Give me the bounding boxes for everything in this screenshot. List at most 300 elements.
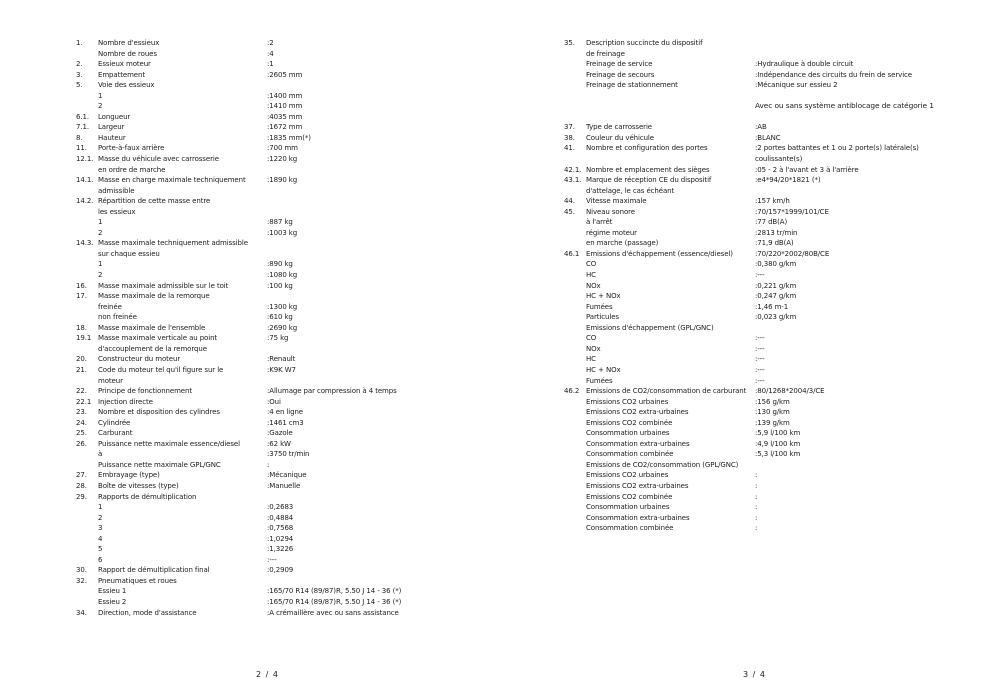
spec-value: :1,0294 bbox=[267, 534, 294, 543]
spec-row bbox=[76, 270, 486, 281]
spec-row bbox=[76, 608, 486, 619]
spec-label: Hauteur bbox=[98, 133, 126, 142]
spec-label: Particules bbox=[586, 313, 619, 322]
spec-label: Consommation extra-urbaines bbox=[586, 439, 690, 448]
spec-number: 30. bbox=[76, 566, 87, 575]
spec-value: :4 en ligne bbox=[267, 408, 303, 417]
spec-row bbox=[76, 597, 486, 608]
spec-label: 1 bbox=[98, 218, 103, 227]
right-page bbox=[490, 0, 981, 694]
spec-label: Masse maximale techniquement admissible bbox=[98, 239, 248, 248]
spec-value: :1300 kg bbox=[267, 302, 298, 311]
spec-label: Nombre et configuration des portes bbox=[586, 144, 708, 153]
spec-label: Fumées bbox=[586, 302, 613, 311]
spec-label: HC + NOx bbox=[586, 365, 621, 374]
spec-label: d'accouplement de la remorque bbox=[98, 344, 207, 353]
spec-label: freinée bbox=[98, 302, 122, 311]
spec-label: Boîte de vitesses (type) bbox=[98, 481, 179, 490]
spec-number: 14.1. bbox=[76, 176, 94, 185]
spec-value: coulissante(s) bbox=[755, 155, 803, 164]
spec-number: 23. bbox=[76, 408, 87, 417]
spec-value: :05 - 2 à l'avant et 3 à l'arrière bbox=[755, 165, 859, 174]
spec-value: :4 bbox=[267, 49, 274, 58]
spec-label: Niveau sonore bbox=[586, 207, 635, 216]
spec-value: :165/70 R14 (89/87)R, 5.50 J 14 - 36 (*) bbox=[267, 587, 402, 596]
spec-label: Embrayage (type) bbox=[98, 471, 160, 480]
spec-row bbox=[564, 418, 974, 429]
spec-label: Code du moteur tel qu'il figure sur le bbox=[98, 365, 224, 374]
spec-row bbox=[564, 143, 974, 154]
spec-label: Nombre de roues bbox=[98, 49, 157, 58]
spec-row bbox=[76, 376, 486, 387]
spec-value: :--- bbox=[755, 365, 765, 374]
spec-row bbox=[564, 354, 974, 365]
spec-label: Empattement bbox=[98, 70, 145, 79]
spec-label: Répartition de cette masse entre bbox=[98, 197, 211, 206]
spec-label: régime moteur bbox=[586, 228, 637, 237]
spec-label: NOx bbox=[586, 344, 601, 353]
spec-row bbox=[564, 397, 974, 408]
spec-row bbox=[564, 186, 974, 197]
spec-row bbox=[564, 312, 974, 323]
spec-value: :BLANC bbox=[755, 133, 781, 142]
spec-row bbox=[76, 492, 486, 503]
spec-row bbox=[76, 428, 486, 439]
spec-number: 32. bbox=[76, 576, 87, 585]
spec-value: :--- bbox=[755, 376, 765, 385]
spec-row bbox=[564, 228, 974, 239]
spec-row bbox=[76, 523, 486, 534]
spec-row bbox=[564, 270, 974, 281]
spec-number: 41. bbox=[564, 144, 575, 153]
spec-value: :1410 mm bbox=[267, 102, 303, 111]
spec-row bbox=[564, 302, 974, 313]
spec-row bbox=[76, 59, 486, 70]
spec-row bbox=[76, 386, 486, 397]
spec-number: 20. bbox=[76, 355, 87, 364]
spec-value: :Oui bbox=[267, 397, 281, 406]
spec-label: Masse maximale de la remorque bbox=[98, 292, 210, 301]
spec-row bbox=[564, 428, 974, 439]
spec-label: Masse du véhicule avec carrosserie bbox=[98, 155, 219, 164]
spec-value: :71,9 dB(A) bbox=[755, 239, 794, 248]
right-page-number: 3 / 4 bbox=[743, 670, 766, 679]
spec-row bbox=[564, 513, 974, 524]
spec-label: NOx bbox=[586, 281, 601, 290]
spec-number: 35. bbox=[564, 39, 575, 47]
spec-value: :77 dB(A) bbox=[755, 218, 788, 227]
spec-row bbox=[76, 397, 486, 408]
spec-label: 3 bbox=[98, 524, 103, 533]
spec-label: moteur bbox=[98, 376, 123, 385]
spec-value: :887 kg bbox=[267, 218, 293, 227]
spec-row bbox=[76, 460, 486, 471]
spec-row bbox=[76, 555, 486, 566]
spec-label: Masse en charge maximale techniquement bbox=[98, 176, 246, 185]
spec-value: :890 kg bbox=[267, 260, 293, 269]
spec-value: :1461 cm3 bbox=[267, 418, 304, 427]
spec-label: à l'arrêt bbox=[586, 218, 613, 227]
spec-label: 2 bbox=[98, 271, 103, 280]
spec-label: Consommation extra-urbaines bbox=[586, 513, 690, 522]
spec-number: 22.1 bbox=[76, 397, 92, 406]
spec-label: Porte-à-faux arrière bbox=[98, 144, 165, 153]
spec-number: 14.2. bbox=[76, 197, 94, 206]
spec-row bbox=[76, 576, 486, 587]
spec-row bbox=[76, 154, 486, 165]
spec-number: 6.1. bbox=[76, 112, 89, 121]
spec-label: 2 bbox=[98, 228, 103, 237]
spec-row bbox=[564, 38, 974, 49]
spec-row bbox=[76, 259, 486, 270]
spec-value: :Gazole bbox=[267, 429, 293, 438]
spec-row bbox=[76, 196, 486, 207]
spec-value: :0,247 g/km bbox=[755, 292, 797, 301]
spec-value: :Allumage par compression à 4 temps bbox=[267, 387, 397, 396]
spec-label: non freinée bbox=[98, 313, 137, 322]
spec-row bbox=[564, 365, 974, 376]
spec-label: Consommation urbaines bbox=[586, 503, 670, 512]
spec-label: sur chaque essieu bbox=[98, 249, 160, 258]
spec-number: 46.1 bbox=[564, 249, 580, 258]
spec-number: 24. bbox=[76, 418, 87, 427]
spec-value: :0,023 g/km bbox=[755, 313, 797, 322]
spec-value: :2690 kg bbox=[267, 323, 298, 332]
spec-label: 2 bbox=[98, 513, 103, 522]
spec-value: :165/70 R14 (89/87)R, 5.50 J 14 - 36 (*) bbox=[267, 597, 402, 606]
spec-label: Emissions CO2 combinée bbox=[586, 492, 673, 501]
spec-row bbox=[564, 122, 974, 133]
spec-label: Masse maximale verticale au point bbox=[98, 334, 218, 343]
spec-row bbox=[564, 165, 974, 176]
spec-value: :610 kg bbox=[267, 313, 293, 322]
spec-label: Nombre d'essieux bbox=[98, 39, 160, 47]
spec-value: : bbox=[755, 471, 758, 480]
spec-label: Constructeur du moteur bbox=[98, 355, 181, 364]
spec-row bbox=[76, 513, 486, 524]
spec-row bbox=[564, 344, 974, 355]
spec-number: 34. bbox=[76, 608, 87, 617]
spec-row bbox=[76, 238, 486, 249]
left-page bbox=[0, 0, 490, 694]
spec-label: Essieu 1 bbox=[98, 587, 127, 596]
spec-row bbox=[564, 460, 974, 471]
spec-label: Type de carrosserie bbox=[586, 123, 653, 132]
spec-label: Emissions CO2 extra-urbaines bbox=[586, 408, 689, 417]
spec-label: les essieux bbox=[98, 207, 136, 216]
spec-row bbox=[76, 544, 486, 555]
spec-row bbox=[564, 449, 974, 460]
spec-value: :--- bbox=[755, 344, 765, 353]
spec-label: Essieux moteur bbox=[98, 60, 151, 69]
spec-value: :K9K W7 bbox=[267, 365, 296, 374]
spec-number: 43.1. bbox=[564, 176, 582, 185]
spec-value: :4,9 l/100 km bbox=[755, 439, 801, 448]
spec-label: Largeur bbox=[98, 123, 125, 132]
spec-row bbox=[564, 217, 974, 228]
spec-number: 27. bbox=[76, 471, 87, 480]
spec-value: :--- bbox=[267, 555, 277, 564]
spec-value: :1220 kg bbox=[267, 155, 298, 164]
spec-row bbox=[76, 534, 486, 545]
spec-number: 12.1. bbox=[76, 155, 94, 164]
spec-row bbox=[76, 502, 486, 513]
spec-value: :70/157*1999/101/CE bbox=[755, 207, 829, 216]
left-page-number: 2 / 4 bbox=[256, 670, 279, 679]
spec-label: Emissions d'échappement (essence/diesel) bbox=[586, 249, 733, 258]
spec-number: 29. bbox=[76, 492, 87, 501]
spec-label: Carburant bbox=[98, 429, 133, 438]
spec-row bbox=[76, 449, 486, 460]
spec-row bbox=[76, 165, 486, 176]
spec-row bbox=[564, 523, 974, 534]
spec-value: :Mécanique sur essieu 2 bbox=[755, 81, 838, 90]
spec-row bbox=[76, 217, 486, 228]
spec-number: 25. bbox=[76, 429, 87, 438]
spec-label: 1 bbox=[98, 503, 103, 512]
spec-row bbox=[76, 80, 486, 91]
spec-row bbox=[564, 291, 974, 302]
spec-row bbox=[564, 439, 974, 450]
spec-value: : bbox=[755, 481, 758, 490]
spec-value: :--- bbox=[755, 355, 765, 364]
spec-label: Consommation combinée bbox=[586, 450, 674, 459]
spec-value: : bbox=[755, 524, 758, 533]
spec-label: Principe de fonctionnement bbox=[98, 387, 192, 396]
spec-label: Emissions CO2 urbaines bbox=[586, 471, 669, 480]
spec-number: 38. bbox=[564, 133, 575, 142]
spec-number: 1. bbox=[76, 39, 83, 47]
spec-label: HC bbox=[586, 355, 596, 364]
spec-value: :AB bbox=[755, 123, 767, 132]
spec-row bbox=[564, 323, 974, 334]
spec-value: :0,4884 bbox=[267, 513, 294, 522]
spec-label: Puissance nette maximale essence/diesel bbox=[98, 439, 240, 448]
spec-row bbox=[564, 70, 974, 81]
spec-value: :0,2683 bbox=[267, 503, 294, 512]
spec-number: 18. bbox=[76, 323, 87, 332]
spec-row bbox=[76, 418, 486, 429]
spec-label: Rapports de démultiplication bbox=[98, 492, 197, 501]
spec-label: Masse maximale admissible sur le toit bbox=[98, 281, 229, 290]
spec-row bbox=[564, 376, 974, 387]
spec-number: 2. bbox=[76, 60, 83, 69]
spec-value: :700 mm bbox=[267, 144, 298, 153]
spec-label: à bbox=[98, 450, 103, 459]
spec-row bbox=[76, 186, 486, 197]
spec-row bbox=[564, 80, 974, 91]
spec-number: 5. bbox=[76, 81, 83, 90]
spec-number: 26. bbox=[76, 439, 87, 448]
spec-number: 42.1. bbox=[564, 165, 582, 174]
spec-row bbox=[76, 365, 486, 376]
spec-row bbox=[76, 249, 486, 260]
spec-row bbox=[76, 133, 486, 144]
spec-label: Freinage de secours bbox=[586, 70, 655, 79]
spec-label: Longueur bbox=[98, 112, 131, 121]
spec-row bbox=[76, 481, 486, 492]
spec-value: :3750 tr/min bbox=[267, 450, 310, 459]
right-spec-list bbox=[564, 38, 974, 534]
spec-value: :2 portes battantes et 1 ou 2 porte(s) latérale(s) bbox=[755, 144, 919, 153]
spec-value: :--- bbox=[755, 271, 765, 280]
spec-row bbox=[76, 407, 486, 418]
spec-value: : bbox=[755, 513, 758, 522]
spec-row bbox=[564, 175, 974, 186]
spec-label: 4 bbox=[98, 534, 103, 543]
spec-value: :139 g/km bbox=[755, 418, 790, 427]
spec-label: Direction, mode d'assistance bbox=[98, 608, 197, 617]
spec-number: 7.1. bbox=[76, 123, 89, 132]
spec-value: : bbox=[755, 492, 758, 501]
spec-value: :1890 kg bbox=[267, 176, 298, 185]
spec-value: :130 g/km bbox=[755, 408, 790, 417]
spec-row bbox=[564, 259, 974, 270]
spec-label: Emissions de CO2/consommation de carburant bbox=[586, 387, 747, 396]
spec-row bbox=[564, 196, 974, 207]
spec-number: 28. bbox=[76, 481, 87, 490]
spec-number: 14.3. bbox=[76, 239, 94, 248]
spec-value: :Indépendance des circuits du frein de service bbox=[755, 70, 912, 79]
spec-row bbox=[564, 91, 974, 102]
spec-label: 6 bbox=[98, 555, 103, 564]
spec-row bbox=[76, 207, 486, 218]
spec-value: :Manuelle bbox=[267, 481, 301, 490]
spec-label: Marque de réception CE du dispositif bbox=[586, 176, 712, 185]
spec-row bbox=[76, 38, 486, 49]
spec-value: :Renault bbox=[267, 355, 296, 364]
spec-label: Nombre et emplacement des sièges bbox=[586, 165, 710, 174]
spec-label: CO bbox=[586, 334, 597, 343]
spec-label: Cylindrée bbox=[98, 418, 131, 427]
spec-value: : bbox=[267, 460, 270, 469]
spec-label: Puissance nette maximale GPL/GNC bbox=[98, 460, 221, 469]
spec-row bbox=[564, 49, 974, 60]
spec-number: 8. bbox=[76, 133, 83, 142]
spec-value: :Hydraulique à double circuit bbox=[755, 60, 854, 69]
spec-value: :0,7568 bbox=[267, 524, 294, 533]
spec-label: Consommation combinée bbox=[586, 524, 674, 533]
spec-value: :1400 mm bbox=[267, 91, 303, 100]
spec-row bbox=[564, 133, 974, 144]
spec-value: :--- bbox=[755, 334, 765, 343]
spec-value: :0,2909 bbox=[267, 566, 294, 575]
spec-value: :156 g/km bbox=[755, 397, 790, 406]
spec-label: Consommation urbaines bbox=[586, 429, 670, 438]
spec-label: Emissions CO2 combinée bbox=[586, 418, 673, 427]
spec-value: :70/220*2002/80B/CE bbox=[755, 249, 830, 258]
spec-value: :2605 mm bbox=[267, 70, 303, 79]
spec-number: 16. bbox=[76, 281, 87, 290]
spec-label: Description succincte du dispositif bbox=[586, 39, 703, 47]
spec-row bbox=[76, 333, 486, 344]
spec-value: :0,380 g/km bbox=[755, 260, 797, 269]
spec-label: Essieu 2 bbox=[98, 597, 127, 606]
spec-number: 22. bbox=[76, 387, 87, 396]
spec-row bbox=[76, 281, 486, 292]
spec-label: Emissions CO2 urbaines bbox=[586, 397, 669, 406]
spec-row bbox=[76, 323, 486, 334]
spec-row bbox=[76, 91, 486, 102]
spec-label: Couleur du véhicule bbox=[586, 133, 654, 142]
spec-row bbox=[564, 154, 974, 165]
spec-label: Nombre et disposition des cylindres bbox=[98, 408, 220, 417]
spec-label: CO bbox=[586, 260, 597, 269]
spec-row bbox=[564, 101, 974, 112]
spec-row bbox=[564, 238, 974, 249]
spec-label: Voie des essieux bbox=[98, 81, 155, 90]
spec-value: : bbox=[755, 503, 758, 512]
spec-row bbox=[564, 249, 974, 260]
spec-value: :1672 mm bbox=[267, 123, 303, 132]
spec-row bbox=[76, 122, 486, 133]
spec-label: en marche (passage) bbox=[586, 239, 659, 248]
spec-label: 2 bbox=[98, 102, 103, 111]
spec-label: Freinage de service bbox=[586, 60, 653, 69]
spec-label: en ordre de marche bbox=[98, 165, 166, 174]
spec-label: Rapport de démultiplication final bbox=[98, 566, 210, 575]
spec-value: :80/1268*2004/3/CE bbox=[755, 387, 825, 396]
spec-label: Avec ou sans système antiblocage de catégorie 1 bbox=[755, 101, 934, 111]
spec-row bbox=[564, 59, 974, 70]
spec-number: 44. bbox=[564, 197, 575, 206]
spec-number: 46.2 bbox=[564, 387, 580, 396]
spec-row bbox=[564, 207, 974, 218]
spec-value: :1 bbox=[267, 60, 274, 69]
spec-value: :157 km/h bbox=[755, 197, 790, 206]
spec-row bbox=[76, 143, 486, 154]
spec-number: 21. bbox=[76, 365, 87, 374]
spec-label: 1 bbox=[98, 91, 103, 100]
spec-row bbox=[564, 502, 974, 513]
spec-row bbox=[564, 407, 974, 418]
spec-row bbox=[76, 439, 486, 450]
spec-label: Pneumatiques et roues bbox=[98, 576, 177, 585]
spec-label: Emissions CO2 extra-urbaines bbox=[586, 481, 689, 490]
spec-label: HC + NOx bbox=[586, 292, 621, 301]
spec-value: :2 bbox=[267, 39, 274, 47]
spec-row bbox=[564, 386, 974, 397]
spec-row bbox=[76, 586, 486, 597]
spec-row bbox=[76, 70, 486, 81]
spec-value: :75 kg bbox=[267, 334, 289, 343]
spec-value: :1080 kg bbox=[267, 271, 298, 280]
spec-value: :62 kW bbox=[267, 439, 291, 448]
spec-label: de freinage bbox=[586, 49, 625, 58]
spec-row bbox=[564, 481, 974, 492]
spec-value: :2813 tr/min bbox=[755, 228, 798, 237]
spec-row bbox=[76, 344, 486, 355]
spec-label: HC bbox=[586, 271, 596, 280]
spec-row bbox=[76, 291, 486, 302]
spec-value: :1,46 m-1 bbox=[755, 302, 789, 311]
left-spec-list bbox=[76, 38, 486, 618]
spec-value: :1835 mm(*) bbox=[267, 133, 311, 142]
spec-label: d'attelage, le cas échéant bbox=[586, 186, 675, 195]
spec-label: Emissions d'échappement (GPL/GNC) bbox=[586, 323, 714, 332]
spec-number: 37. bbox=[564, 123, 575, 132]
spec-value: :1,3226 bbox=[267, 545, 294, 554]
spec-row bbox=[76, 112, 486, 123]
spec-label: 1 bbox=[98, 260, 103, 269]
spec-number: 45. bbox=[564, 207, 575, 216]
spec-value: :100 kg bbox=[267, 281, 293, 290]
spec-number: 19.1 bbox=[76, 334, 92, 343]
spec-number: 3. bbox=[76, 70, 83, 79]
spec-label: admissible bbox=[98, 186, 135, 195]
spec-row bbox=[76, 312, 486, 323]
spec-value: :4035 mm bbox=[267, 112, 303, 121]
